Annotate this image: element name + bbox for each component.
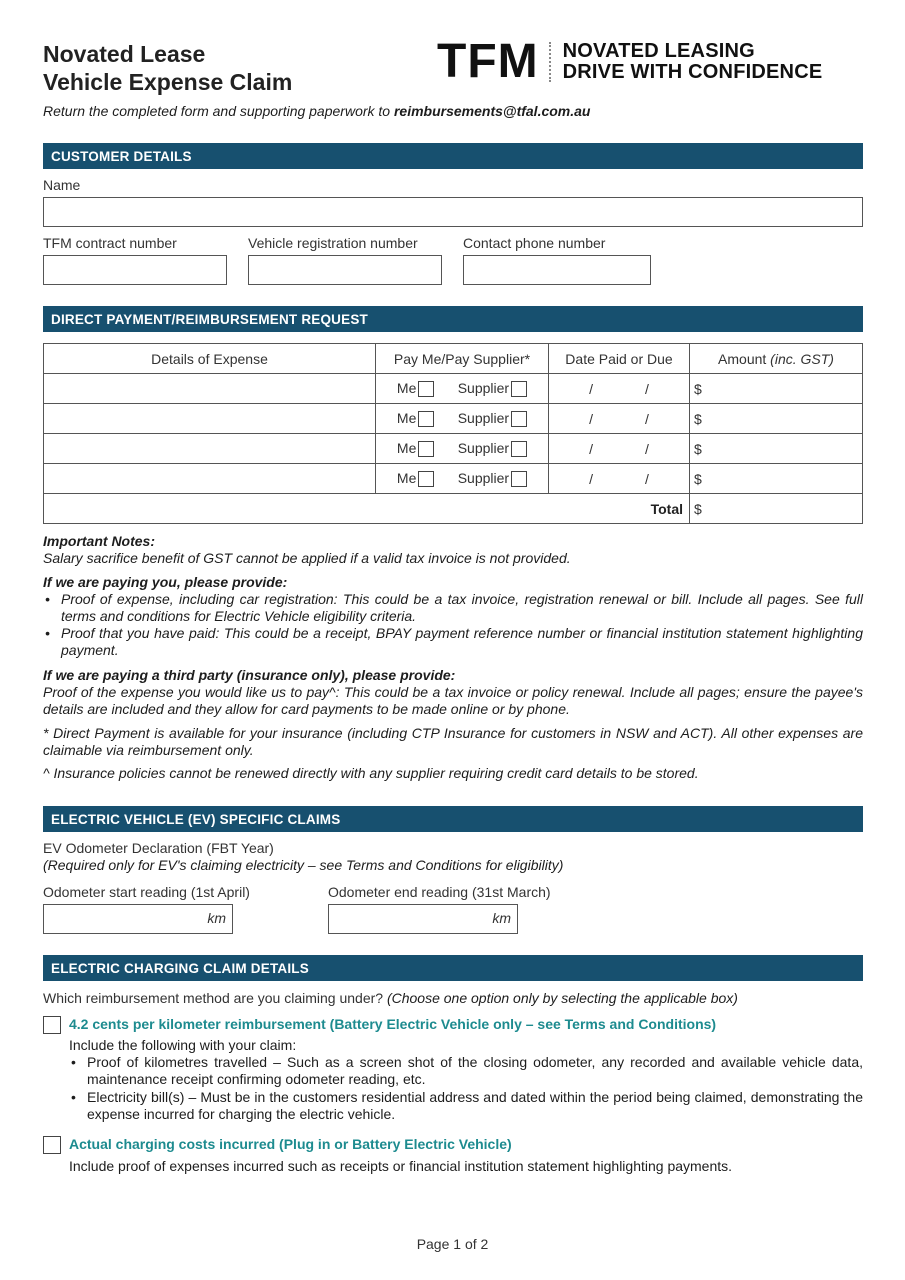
- expense-details-cell[interactable]: [44, 404, 376, 434]
- phone-number-field[interactable]: [463, 255, 651, 285]
- return-instructions: Return the completed form and supporting paperwork to reimbursements@tfal.com.au: [43, 103, 591, 119]
- page-title: Novated Lease Vehicle Expense Claim: [43, 41, 293, 95]
- page-number: Page 1 of 2: [416, 1236, 489, 1252]
- option1-bullet: • Proof of kilometres travelled – Such as a screen shot of the closing odometer, any recorded and available vehicle data, maintenance receipt confirming odometer reading, etc.: [69, 1054, 863, 1088]
- option1-checkbox[interactable]: [43, 1016, 61, 1034]
- expense-table: [43, 343, 863, 524]
- total-row: [44, 494, 863, 524]
- amount-cell[interactable]: $: [690, 374, 863, 404]
- customer-details-header: CUSTOMER DETAILS: [43, 143, 863, 169]
- pay-cell: Me Supplier: [376, 464, 549, 494]
- date-cell[interactable]: / /: [549, 404, 690, 434]
- table-row: [44, 404, 863, 434]
- phone-label: Contact phone number: [463, 235, 606, 251]
- tfm-logo: [437, 35, 823, 88]
- amount-cell[interactable]: $: [690, 404, 863, 434]
- me-checkbox[interactable]: [418, 441, 434, 457]
- odometer-end-field[interactable]: km: [328, 904, 518, 934]
- col-amount: Amount (inc. GST): [690, 344, 863, 374]
- return-email[interactable]: reimbursements@tfal.com.au: [393, 103, 591, 119]
- col-details: Details of Expense: [44, 344, 376, 374]
- option1-details: Include the following with your claim: • Proof of kilometres travelled – Such as a screen shot of the closing odometer, any recorded and available vehicle data, maintenance receipt confirming odometer reading, etc. • Electricity bill(s) – Must be in the customers residential address and dated within the period being claimed, demonstrating the expense incurred for charging the electric vehicle.: [69, 1037, 863, 1123]
- contract-number-field[interactable]: [43, 255, 227, 285]
- date-cell[interactable]: / /: [549, 374, 690, 404]
- important-notes-text: Salary sacrifice benefit of GST cannot be applied if a valid tax invoice is not provided.: [43, 550, 571, 566]
- expense-details-cell[interactable]: [44, 434, 376, 464]
- ev-declaration: EV Odometer Declaration (FBT Year): [43, 840, 274, 856]
- pay-you-bullet: • Proof that you have paid: This could be a receipt, BPAY payment reference number or financial institution statement highlighting payment.: [43, 625, 863, 659]
- option2-label: Actual charging costs incurred (Plug in or Battery Electric Vehicle): [69, 1136, 512, 1152]
- col-pay: Pay Me/Pay Supplier*: [376, 344, 549, 374]
- supplier-checkbox[interactable]: [511, 441, 527, 457]
- direct-payment-note: * Direct Payment is available for your insurance (including CTP Insurance for customers in NSW and ACT). All other expenses are claimable via reimbursement only.: [43, 725, 863, 758]
- third-party-text: Proof of the expense you would like us to pay^: This could be a tax invoice or policy renewal. Include all pages; ensure the payee's details are included and they allow for card payments to be made online or by phone.: [43, 684, 863, 717]
- col-date: Date Paid or Due: [549, 344, 690, 374]
- odometer-end-label: Odometer end reading (31st March): [328, 884, 551, 900]
- rego-label: Vehicle registration number: [248, 235, 418, 251]
- charging-claim-header: ELECTRIC CHARGING CLAIM DETAILS: [43, 955, 863, 981]
- payment-request-header: DIRECT PAYMENT/REIMBURSEMENT REQUEST: [43, 306, 863, 332]
- expense-details-cell[interactable]: [44, 464, 376, 494]
- contract-label: TFM contract number: [43, 235, 177, 251]
- logo-tagline: NOVATED LEASING DRIVE WITH CONFIDENCE: [562, 40, 823, 83]
- pay-cell: Me Supplier: [376, 434, 549, 464]
- name-field[interactable]: [43, 197, 863, 227]
- reimbursement-question: Which reimbursement method are you claiming under? (Choose one option only by selecting the applicable box): [43, 990, 738, 1006]
- table-header-row: [44, 344, 863, 374]
- table-row: [44, 374, 863, 404]
- amount-cell[interactable]: $: [690, 464, 863, 494]
- important-notes-heading: Important Notes:: [43, 533, 155, 549]
- total-amount-cell[interactable]: $: [690, 494, 863, 524]
- pay-you-heading: If we are paying you, please provide:: [43, 574, 288, 590]
- date-cell[interactable]: / /: [549, 464, 690, 494]
- supplier-checkbox[interactable]: [511, 471, 527, 487]
- table-row: [44, 434, 863, 464]
- insurance-note: ^ Insurance policies cannot be renewed directly with any supplier requiring credit card details to be stored.: [43, 765, 699, 781]
- option2-checkbox[interactable]: [43, 1136, 61, 1154]
- table-row: [44, 464, 863, 494]
- logo-divider: [549, 42, 551, 82]
- odometer-start-label: Odometer start reading (1st April): [43, 884, 250, 900]
- me-checkbox[interactable]: [418, 381, 434, 397]
- ev-claims-header: ELECTRIC VEHICLE (EV) SPECIFIC CLAIMS: [43, 806, 863, 832]
- pay-you-bullet: • Proof of expense, including car registration: This could be a tax invoice, registration renewal or bill. Include all pages. See full terms and conditions for Electric Vehicle eligibility criteria.: [43, 591, 863, 625]
- option1-bullet: • Electricity bill(s) – Must be in the customers residential address and dated within the period being claimed, demonstrating the expense incurred for charging the electric vehicle.: [69, 1089, 863, 1123]
- amount-cell[interactable]: $: [690, 434, 863, 464]
- me-checkbox[interactable]: [418, 471, 434, 487]
- total-label: Total: [44, 494, 690, 524]
- odometer-start-field[interactable]: km: [43, 904, 233, 934]
- option2-text: Include proof of expenses incurred such as receipts or financial institution statement highlighting payments.: [69, 1158, 733, 1174]
- date-cell[interactable]: / /: [549, 434, 690, 464]
- me-checkbox[interactable]: [418, 411, 434, 427]
- supplier-checkbox[interactable]: [511, 381, 527, 397]
- option1-label: 4.2 cents per kilometer reimbursement (Battery Electric Vehicle only – see Terms and Conditions): [69, 1016, 717, 1032]
- pay-cell: Me Supplier: [376, 404, 549, 434]
- logo-text: TFM: [437, 35, 539, 88]
- expense-details-cell[interactable]: [44, 374, 376, 404]
- pay-cell: Me Supplier: [376, 374, 549, 404]
- ev-declaration-note: (Required only for EV's claiming electricity – see Terms and Conditions for eligibility): [43, 857, 564, 873]
- supplier-checkbox[interactable]: [511, 411, 527, 427]
- notes-section: [43, 533, 863, 782]
- name-label: Name: [43, 177, 81, 193]
- third-party-heading: If we are paying a third party (insurance only), please provide:: [43, 667, 456, 683]
- registration-number-field[interactable]: [248, 255, 442, 285]
